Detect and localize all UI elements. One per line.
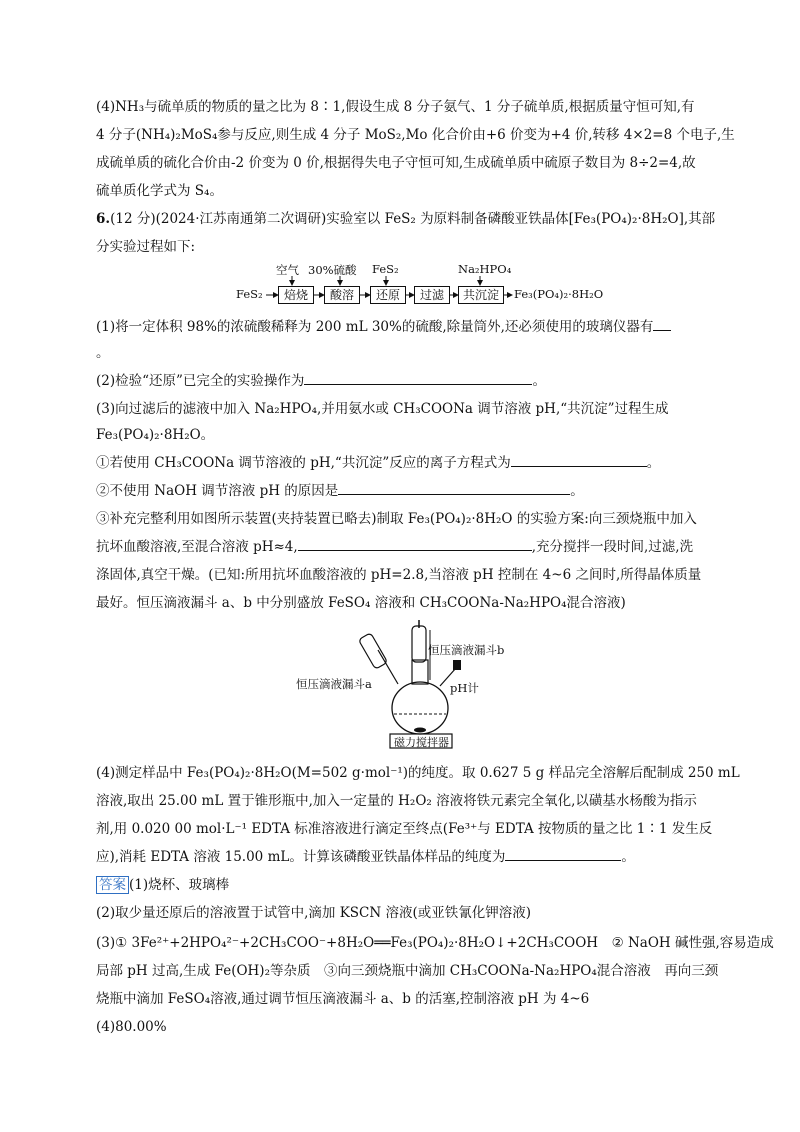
label-funnel-a: 恒压滴液漏斗a xyxy=(296,677,372,691)
flow-step-roast: 焙烧 xyxy=(278,286,314,304)
flow-step-coprecipitate: 共沉淀 xyxy=(458,286,504,304)
label-ph-meter: pH计 xyxy=(450,681,479,695)
answer-blank-4 xyxy=(505,846,621,861)
question-head-line-2: 分实验过程如下: xyxy=(96,239,196,255)
part-4-line-2: 溶液,取出 25.00 mL 置于锥形瓶中,加入一定量的 H₂O₂ 溶液将铁元素完全氧化,以磺基水杨酸为指示 xyxy=(96,793,697,809)
answer-tag: 答案 xyxy=(96,876,129,894)
part-3-3-line-3: 涤固体,真空干燥。(已知:所用抗坏血酸溶液的 pH=2.8,当溶液 pH 控制在 4~6 之间时,所得晶体质量 xyxy=(96,567,702,583)
answer-blank-3-3 xyxy=(298,536,532,551)
flow-step-filter: 过滤 xyxy=(414,286,450,304)
part-3-3-pre: 抗坏血酸溶液,至混合溶液 pH≈4, xyxy=(96,539,298,555)
answer-blank-3-2 xyxy=(338,480,570,495)
part-3-1-line xyxy=(96,452,660,474)
answer-1: (1)烧杯、玻璃棒 xyxy=(129,877,230,893)
flow-end: Fe₃(PO₄)₂·8H₂O xyxy=(514,287,604,301)
part-1-line-2: 。 xyxy=(96,345,110,361)
answer-blank-3-1 xyxy=(511,452,647,467)
part-4-line-3: 剂,用 0.020 00 mol·L⁻¹ EDTA 标准溶液进行滴定至终点(Fe³⁺与 EDTA 按物质的量之比 1∶1 发生反 xyxy=(96,821,713,837)
part-4-end: 。 xyxy=(621,849,635,865)
part-2-line xyxy=(96,370,546,392)
part-3-line-1: (3)向过滤后的滤液中加入 Na₂HPO₄,并用氨水或 CH₃COONa 调节溶液 pH,“共沉淀”过程生成 xyxy=(96,401,669,417)
part-3-1-text: ①若使用 CH₃COONa 调节溶液的 pH,“共沉淀”反应的离子方程式为 xyxy=(96,455,511,471)
flow-input-sulfuric-acid: 30%硫酸 xyxy=(308,263,357,277)
part-3-3-line-2 xyxy=(96,536,693,558)
part-3-2-text: ②不使用 NaOH 调节溶液 pH 的原因是 xyxy=(96,483,339,499)
apparatus-diagram xyxy=(290,620,520,750)
flow-step-acid-dissolve: 酸溶 xyxy=(324,286,360,304)
part-3-3-line-1: ③补充完整利用如图所示装置(夹持装置已略去)制取 Fe₃(PO₄)₂·8H₂O 的实验方案:向三颈烧瓶中加入 xyxy=(96,511,697,527)
part-3-3-line-4: 最好。恒压滴液漏斗 a、b 中分别盛放 FeSO₄ 溶液和 CH₃COONa-Na₂HPO₄混合溶液) xyxy=(96,595,626,611)
answer-3-line-2: 局部 pH 过高,生成 Fe(OH)₂等杂质 ③向三颈烧瓶中滴加 CH₃COONa-Na₂HPO₄混合溶液 再向三颈 xyxy=(96,963,719,979)
part-2-end: 。 xyxy=(532,373,546,389)
label-magnetic-stirrer: 磁力搅拌器 xyxy=(394,736,449,749)
question-6-header xyxy=(96,208,715,230)
question-number: 6. xyxy=(96,211,111,227)
intro-line-1: (4)NH₃与硫单质的物质的量之比为 8∶1,假设生成 8 分子氨气、1 分子硫单质,根据质量守恒可知,有 xyxy=(96,99,695,115)
part-3-1-end: 。 xyxy=(646,455,661,471)
part-3-2-end: 。 xyxy=(570,483,584,499)
part-3-line-2: Fe₃(PO₄)₂·8H₂O。 xyxy=(96,427,215,443)
flow-step-reduce: 还原 xyxy=(370,286,406,304)
flow-input-na2hpo4: Na₂HPO₄ xyxy=(458,262,512,276)
flow-input-fes2: FeS₂ xyxy=(372,262,399,276)
answer-3-line-3: 烧瓶中滴加 FeSO₄溶液,通过调节恒压滴液漏斗 a、b 的活塞,控制溶液 pH 为 4~6 xyxy=(96,991,590,1007)
intro-line-2: 4 分子(NH₄)₂MoS₄参与反应,则生成 4 分子 MoS₂,Mo 化合价由+6 价变为+4 价,转移 4×2=8 个电子,生 xyxy=(96,127,735,143)
intro-line-3: 成硫单质的硫化合价由-2 价变为 0 价,根据得失电子守恒可知,生成硫单质中硫原子数目为 8÷2=4,故 xyxy=(96,155,696,171)
part-4-line-4 xyxy=(96,846,635,868)
part-2-text: (2)检验“还原”已完全的实验操作为 xyxy=(96,373,305,389)
answer-blank-1 xyxy=(653,316,671,331)
label-funnel-b: 恒压滴液漏斗b xyxy=(428,643,505,657)
part-4-text: 应),消耗 EDTA 溶液 15.00 mL。计算该磷酸亚铁晶体样品的纯度为 xyxy=(96,849,506,865)
answer-4: (4)80.00% xyxy=(96,1019,167,1035)
answer-2: (2)取少量还原后的溶液置于试管中,滴加 KSCN 溶液(或亚铁氰化钾溶液) xyxy=(96,905,532,921)
part-1-text: (1)将一定体积 98%的浓硫酸稀释为 200 mL 30%的硫酸,除量筒外,还必须使用的玻璃仪器有 xyxy=(96,319,654,335)
answer-line-1 xyxy=(96,874,229,896)
part-1-line-1 xyxy=(96,316,671,338)
part-3-2-line xyxy=(96,480,584,502)
answer-3-line-1: (3)① 3Fe²⁺+2HPO₄²⁻+2CH₃COO⁻+8H₂O══Fe₃(PO₄)₂·8H₂O↓+2CH₃COOH ② NaOH 碱性强,容易造成 xyxy=(96,935,774,951)
question-head: (12 分)(2024·江苏南通第二次调研)实验室以 FeS₂ 为原料制备磷酸亚铁晶体[Fe₃(PO₄)₂·8H₂O],其部 xyxy=(110,211,716,227)
process-flow-diagram xyxy=(236,262,604,308)
part-4-line-1: (4)测定样品中 Fe₃(PO₄)₂·8H₂O(M=502 g·mol⁻¹)的纯度。取 0.627 5 g 样品完全溶解后配制成 250 mL xyxy=(96,765,740,781)
flow-start: FeS₂ xyxy=(236,287,263,301)
answer-blank-2 xyxy=(304,370,532,385)
intro-line-4: 硫单质化学式为 S₄。 xyxy=(96,183,223,199)
part-3-3-post: ,充分搅拌一段时间,过滤,洗 xyxy=(531,539,694,555)
flow-input-air: 空气 xyxy=(276,263,299,277)
